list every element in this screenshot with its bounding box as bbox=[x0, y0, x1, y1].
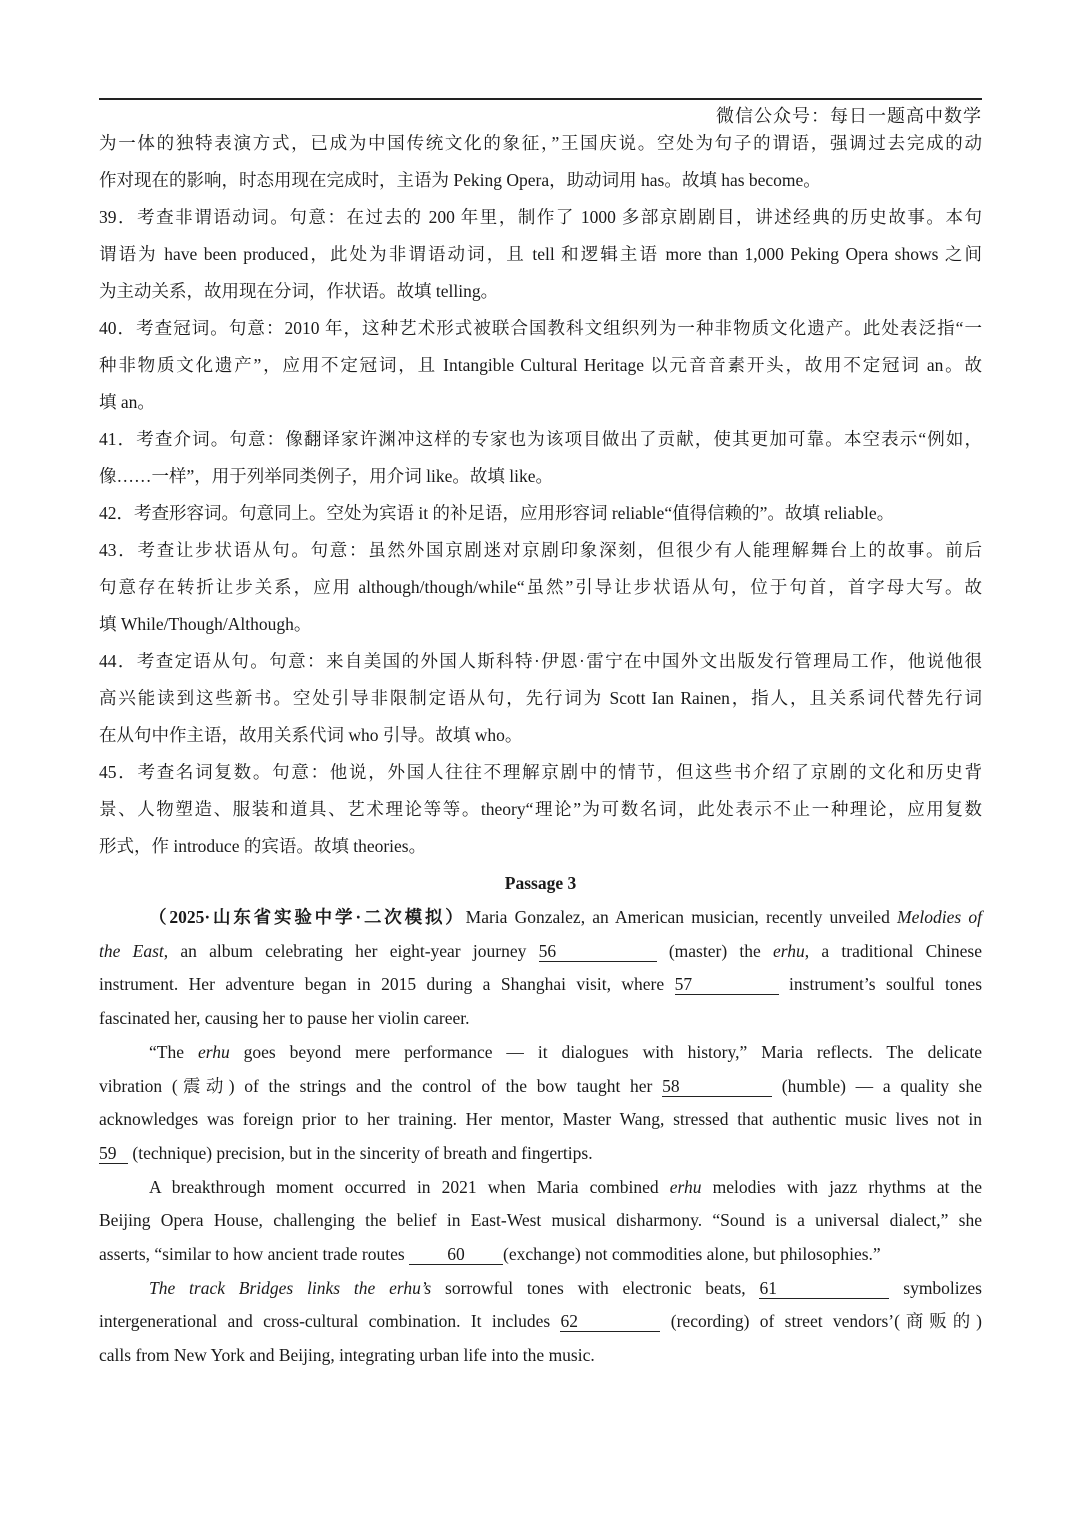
explanation-line bbox=[99, 612, 982, 636]
explanation-line bbox=[99, 538, 982, 562]
passage-line bbox=[99, 905, 982, 929]
text-run: fascinated her, causing her to pause her violin career. bbox=[99, 1008, 470, 1029]
passage-line bbox=[99, 1175, 982, 1199]
text-run: (master) the bbox=[656, 940, 774, 961]
text-run: asserts, “similar to how ancient trade routes bbox=[99, 1244, 410, 1264]
text-run: 42．考查形容词。句意同上。空处为宾语 it 的补足语，应用形容词 reliable“值得信赖的”。故填 reliable。 bbox=[99, 503, 895, 523]
italic-text: erhu bbox=[773, 940, 805, 961]
passage-line bbox=[99, 1309, 982, 1333]
text-run: 为主动关系，故用现在分词，作状语。故填 telling。 bbox=[99, 281, 499, 301]
text-run: 景、人物塑造、服装和道具、艺术理论等等。theory“理论”为可数名词，此处表示不止一种理论，应用复数 bbox=[99, 799, 982, 819]
italic-text: erhu bbox=[669, 1176, 702, 1197]
text-run: acknowledges was foreign prior to her training. Her mentor, Master Wang, stressed that authentic music lives not in bbox=[99, 1109, 982, 1130]
explanation-line bbox=[99, 242, 982, 266]
text-run: , a traditional Chinese bbox=[804, 940, 982, 961]
answer-blank-57: 57 bbox=[675, 975, 779, 995]
text-run: 44．考查定语从句。句意：来自美国的外国人斯科特·伊恩·雷宁在中国外文出版发行管理局工作，他说他很 bbox=[99, 651, 982, 671]
text-run: 40．考查冠词。句意：2010 年，这种艺术形式被联合国教科文组织列为一种非物质文化遗产。此处表泛指“一 bbox=[99, 318, 982, 338]
text-run: (humble) — a quality she bbox=[772, 1075, 982, 1096]
explanation-line bbox=[99, 575, 982, 599]
passage-line bbox=[99, 1107, 982, 1131]
text-run: instrument. Her adventure began in 2015 during a Shanghai visit, where bbox=[99, 974, 675, 995]
explanation-line bbox=[99, 464, 982, 488]
text-run: Maria Gonzalez, an American musician, recently unveiled bbox=[465, 907, 898, 927]
explanation-line bbox=[99, 131, 982, 155]
answer-blank-62: 62 bbox=[560, 1312, 660, 1332]
passage-line bbox=[99, 972, 982, 996]
text-run: (recording) of street vendors’(商贩的) bbox=[660, 1311, 982, 1332]
text-run: 43．考查让步状语从句。句意：虽然外国京剧迷对京剧印象深刻，但很少有人能理解舞台上的故事。前后 bbox=[99, 540, 982, 560]
passage-line bbox=[99, 1074, 982, 1098]
text-run: (exchange) not commodities alone, but philosophies.” bbox=[503, 1244, 881, 1264]
italic-text: Melodies of bbox=[897, 907, 982, 927]
text-run: melodies with jazz rhythms at the bbox=[701, 1176, 982, 1197]
answer-blank-59: 59 bbox=[99, 1144, 128, 1164]
italic-text: erhu bbox=[197, 1041, 230, 1062]
text-run: 填 While/Though/Although。 bbox=[99, 614, 312, 634]
header-watermark: 微信公众号：每日一题高中数学 bbox=[716, 106, 982, 126]
passage-line bbox=[99, 1040, 982, 1064]
explanation-line bbox=[99, 686, 982, 710]
italic-text: the East bbox=[99, 940, 164, 961]
explanation-line bbox=[99, 760, 982, 784]
text-run: Beijing Opera House, challenging the belief in East-West musical disharmony. “Sound is a universal dialect,” she bbox=[99, 1210, 982, 1231]
header-rule bbox=[99, 98, 982, 100]
explanation-line bbox=[99, 316, 982, 340]
text-run: A breakthrough moment occurred in 2021 when Maria combined bbox=[149, 1176, 670, 1197]
passage-line bbox=[99, 1141, 982, 1165]
text-run: 谓语为 have been produced，此处为非谓语动词，且 tell 和逻辑主语 more than 1,000 Peking Opera shows 之间 bbox=[99, 244, 982, 264]
text-run: 作对现在的影响，时态用现在完成时，主语为 Peking Opera，助动词用 has。故填 has become。 bbox=[99, 170, 821, 190]
text-run: intergenerational and cross-cultural combination. It includes bbox=[99, 1311, 561, 1332]
text-run: 39．考查非谓语动词。句意：在过去的 200 年里，制作了 1000 多部京剧剧目，讲述经典的历史故事。本句 bbox=[99, 207, 982, 227]
passage-title: Passage 3 bbox=[504, 873, 577, 893]
text-run: 41．考查介词。句意：像翻译家许渊冲这样的专家也为该项目做出了贡献，使其更加可靠。本空表示“例如， bbox=[99, 429, 982, 449]
text-run: 为一体的独特表演方式，已成为中国传统文化的象征，”王国庆说。空处为句子的谓语，强调过去完成的动 bbox=[99, 133, 982, 153]
text-run: sorrowful tones with electronic beats, bbox=[431, 1277, 760, 1298]
explanation-line bbox=[99, 834, 982, 858]
source-label: （2025·山东省实验中学·二次模拟） bbox=[149, 907, 466, 927]
passage-line bbox=[99, 1242, 982, 1266]
answer-blank-56: 56 bbox=[539, 942, 657, 962]
explanation-line bbox=[99, 501, 982, 525]
text-run: 像……一样”，用于列举同类例子，用介词 like。故填 like。 bbox=[99, 466, 553, 486]
text-run: goes beyond mere performance — it dialogues with history,” Maria reflects. The delicate bbox=[229, 1041, 982, 1062]
text-run: , an album celebrating her eight-year journey bbox=[163, 940, 539, 961]
text-run: 句意存在转折让步关系，应用 although/though/while“虽然”引导让步状语从句，位于句首，首字母大写。故 bbox=[99, 577, 982, 597]
text-run: calls from New York and Beijing, integrating urban life into the music. bbox=[99, 1345, 595, 1366]
explanation-line bbox=[99, 168, 982, 192]
explanation-line bbox=[99, 279, 982, 303]
text-run: “The bbox=[149, 1041, 198, 1062]
passage-line bbox=[99, 939, 982, 963]
explanation-line bbox=[99, 427, 982, 451]
text-run: (technique) precision, but in the sincerity of breath and fingertips. bbox=[128, 1142, 593, 1163]
text-run: 45．考查名词复数。句意：他说，外国人往往不理解京剧中的情节，但这些书介绍了京剧的文化和历史背 bbox=[99, 762, 982, 782]
passage-line bbox=[99, 1208, 982, 1232]
text-run: symbolizes bbox=[889, 1277, 982, 1298]
explanation-line bbox=[99, 797, 982, 821]
explanation-line bbox=[99, 390, 982, 414]
answer-blank-58: 58 bbox=[662, 1077, 772, 1097]
italic-text: The track Bridges links the erhu’s bbox=[149, 1277, 432, 1298]
explanation-line bbox=[99, 353, 982, 377]
answer-blank-60: 60 bbox=[409, 1245, 503, 1265]
text-run: 形式，作 introduce 的宾语。故填 theories。 bbox=[99, 836, 427, 856]
text-run: vibration (震动) of the strings and the control of the bow taught her bbox=[99, 1075, 663, 1096]
text-run: 种非物质文化遗产”，应用不定冠词，且 Intangible Cultural Heritage 以元音音素开头，故用不定冠词 an。故 bbox=[99, 355, 982, 375]
explanation-line bbox=[99, 205, 982, 229]
passage-line bbox=[99, 1276, 982, 1300]
passage-line bbox=[99, 1006, 982, 1030]
text-run: 在从句中作主语，故用关系代词 who 引导。故填 who。 bbox=[99, 725, 523, 745]
explanation-line bbox=[99, 649, 982, 673]
answer-blank-61: 61 bbox=[759, 1279, 889, 1299]
passage-line bbox=[99, 1343, 982, 1367]
explanation-line bbox=[99, 723, 982, 747]
text-run: instrument’s soulful tones bbox=[778, 974, 983, 995]
text-run: 填 an。 bbox=[99, 392, 155, 412]
text-run: 高兴能读到这些新书。空处引导非限制定语从句，先行词为 Scott Ian Rainen，指人，且关系词代替先行词 bbox=[99, 688, 982, 708]
